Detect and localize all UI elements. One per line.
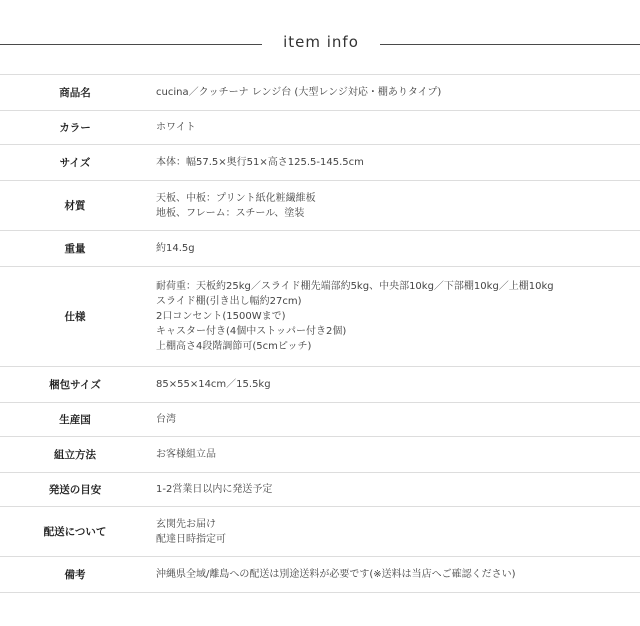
spec-value-line: 約14.5g: [156, 243, 195, 254]
header-divider-left: [0, 44, 262, 45]
spec-row: [0, 75, 640, 111]
spec-value-line: 配達日時指定可: [156, 533, 226, 545]
spec-value-line: お客様組立品: [156, 449, 216, 460]
spec-value-line: 地板、フレーム：スチール、塗装: [156, 207, 305, 219]
spec-value: [150, 403, 640, 437]
section-title: item info: [283, 33, 359, 51]
spec-row: [0, 111, 640, 145]
spec-label: 発送の目安: [48, 484, 102, 496]
spec-row: [0, 437, 640, 473]
spec-label: 仕様: [64, 311, 86, 323]
spec-value-line: 沖縄県全域/離島への配送は別途送料が必要です(※送料は当店へご確認ください): [156, 569, 516, 580]
spec-label: 商品名: [59, 87, 91, 99]
spec-label: 配送について: [43, 526, 107, 538]
header-divider-right: [380, 44, 640, 45]
spec-value: [150, 557, 640, 593]
spec-label: 材質: [64, 200, 86, 212]
spec-label: カラー: [59, 122, 91, 134]
spec-value: [150, 111, 640, 145]
spec-value-line: 上棚高さ4段階調節可(5cmピッチ): [156, 341, 312, 352]
spec-row: [0, 507, 640, 557]
spec-row: [0, 267, 640, 367]
spec-label: 生産国: [59, 414, 91, 426]
spec-value-line: 1-2営業日以内に発送予定: [156, 484, 273, 495]
spec-table: [0, 74, 640, 593]
spec-label: 重量: [64, 243, 86, 255]
spec-label: 梱包サイズ: [49, 379, 101, 391]
spec-label: 備考: [64, 569, 86, 581]
spec-value: [150, 473, 640, 507]
spec-value: [150, 267, 640, 367]
spec-value-line: 台湾: [156, 414, 176, 425]
spec-value: [150, 75, 640, 111]
spec-value: [150, 181, 640, 231]
spec-row: [0, 557, 640, 593]
spec-row: [0, 403, 640, 437]
spec-value-line: 天板、中板：プリント紙化粧繊維板: [156, 192, 316, 204]
spec-value-line: スライド棚(引き出し幅約27cm): [156, 296, 302, 307]
spec-value-line: キャスター付き(4個中ストッパー付き2個): [156, 326, 347, 337]
spec-value-line: 玄関先お届け: [156, 518, 216, 530]
spec-value: [150, 145, 640, 181]
spec-label: サイズ: [59, 157, 91, 169]
spec-value: [150, 367, 640, 403]
spec-value-line: cucina／クッチーナ レンジ台 (大型レンジ対応・棚ありタイプ): [156, 87, 442, 98]
spec-label: 組立方法: [54, 449, 96, 461]
spec-value-line: 85×55×14cm／15.5kg: [156, 379, 271, 390]
spec-row: [0, 181, 640, 231]
spec-value-line: 2口コンセント(1500Wまで): [156, 311, 286, 322]
spec-value: [150, 437, 640, 473]
spec-row: [0, 145, 640, 181]
spec-row: [0, 231, 640, 267]
spec-row: [0, 473, 640, 507]
spec-value-line: 本体：幅57.5×奥行51×高さ125.5-145.5cm: [156, 157, 364, 168]
spec-value-line: ホワイト: [156, 122, 196, 133]
spec-value: [150, 507, 640, 557]
spec-row: [0, 367, 640, 403]
spec-value-line: 耐荷重：天板約25kg／スライド棚先端部約5kg、中央部10kg／下部棚10kg／上棚10kg: [156, 281, 554, 292]
section-header: [0, 0, 640, 74]
spec-value: [150, 231, 640, 267]
